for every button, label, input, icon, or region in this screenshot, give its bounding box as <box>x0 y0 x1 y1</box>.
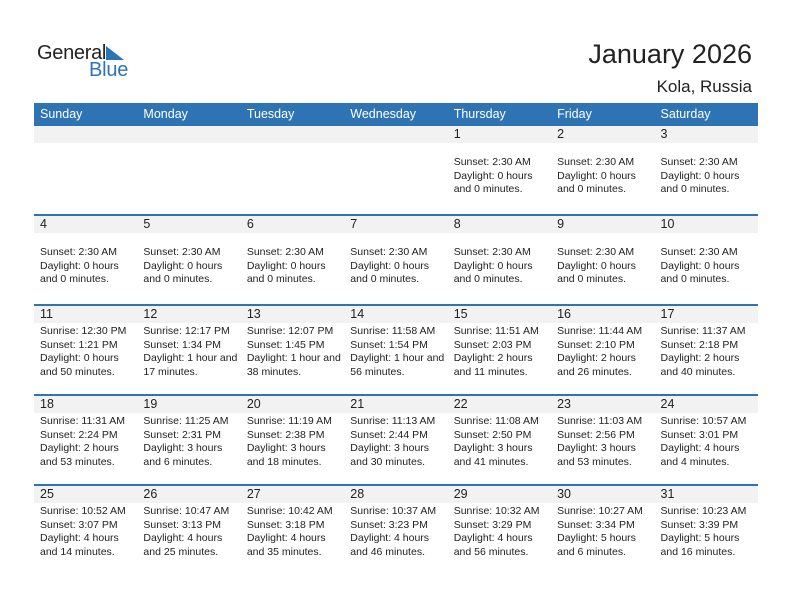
day-line: Daylight: 4 hours <box>453 532 533 545</box>
day-info-row <box>34 413 758 484</box>
day-number: 29 <box>453 487 468 501</box>
day-cell <box>241 413 344 484</box>
day-number: 9 <box>557 217 565 231</box>
day-line: and 25 minutes. <box>143 545 219 558</box>
day-line-first: Sunrise: 11:37 AM <box>660 325 746 337</box>
day-line: and 6 minutes. <box>143 455 213 468</box>
day-line: Sunset: 3:23 PM <box>350 518 428 531</box>
day-line: Sunset: 3:07 PM <box>40 518 118 531</box>
day-number: 26 <box>143 487 158 501</box>
weekday-monday: Monday <box>143 107 188 121</box>
day-line: Sunset: 2:56 PM <box>557 428 635 441</box>
day-cell <box>241 503 344 574</box>
day-cell <box>448 413 551 484</box>
day-line-first: Sunrise: 11:03 AM <box>557 415 643 427</box>
day-line: Daylight: 0 hours <box>557 169 636 182</box>
date-number-row <box>34 396 758 413</box>
day-cell <box>655 143 758 214</box>
day-line: and 0 minutes. <box>40 273 109 286</box>
day-number: 4 <box>40 217 47 231</box>
day-cell <box>448 323 551 394</box>
day-line-first: Sunrise: 10:57 AM <box>660 415 747 427</box>
day-line-first: Sunset: 2:30 AM <box>557 246 635 258</box>
day-line: and 0 minutes. <box>557 183 626 196</box>
week-row <box>34 304 758 394</box>
day-line-first: Sunset: 2:30 AM <box>143 246 221 258</box>
day-number: 27 <box>246 487 261 501</box>
day-line: Daylight: 1 hour and <box>143 352 238 365</box>
day-info-row <box>34 143 758 214</box>
day-line: Sunset: 2:31 PM <box>143 428 222 441</box>
day-cell <box>344 143 447 214</box>
day-number: 11 <box>40 307 53 321</box>
day-number <box>241 126 344 143</box>
day-line: Daylight: 4 hours <box>246 532 326 545</box>
day-number <box>34 126 137 143</box>
day-cell <box>551 233 654 304</box>
day-line: Sunset: 1:34 PM <box>143 338 222 351</box>
day-line: Daylight: 3 hours <box>350 442 430 455</box>
day-line: and 0 minutes. <box>660 273 730 286</box>
day-number: 13 <box>246 307 261 321</box>
day-number: 3 <box>660 127 668 141</box>
day-cell <box>448 143 551 214</box>
day-number: 19 <box>143 397 158 411</box>
day-cell <box>655 233 758 304</box>
day-line: and 0 minutes. <box>453 273 523 286</box>
day-cell <box>551 143 654 214</box>
day-line: 38 minutes. <box>246 365 302 378</box>
week-row <box>34 484 758 574</box>
day-cell <box>655 413 758 484</box>
day-number: 8 <box>453 217 461 231</box>
day-number: 20 <box>246 397 261 411</box>
day-line: Sunset: 1:54 PM <box>350 338 428 351</box>
day-cell <box>655 323 758 394</box>
day-line: and 14 minutes. <box>40 545 115 558</box>
weekday-header-row <box>34 103 758 126</box>
day-line: Daylight: 0 hours <box>143 259 223 272</box>
day-number: 21 <box>350 397 365 411</box>
date-number-row <box>34 126 758 143</box>
date-number-row <box>34 486 758 503</box>
logo-triangle-icon <box>106 46 124 60</box>
day-line: Daylight: 2 hours <box>453 352 533 365</box>
day-line: Daylight: 3 hours <box>143 442 223 455</box>
day-line: Sunset: 3:39 PM <box>660 518 739 531</box>
day-cell <box>344 413 447 484</box>
weekday-friday: Friday <box>557 107 592 121</box>
day-line-first: Sunrise: 12:30 PM <box>40 325 127 337</box>
day-line: Daylight: 0 hours <box>40 259 119 272</box>
day-line: Daylight: 3 hours <box>246 442 326 455</box>
day-line-first: Sunrise: 11:25 AM <box>143 415 229 427</box>
logo-text-general: General <box>37 42 107 64</box>
date-number-row <box>34 306 758 323</box>
day-line: and 40 minutes. <box>660 365 736 378</box>
day-line: and 18 minutes. <box>246 455 322 468</box>
day-number: 25 <box>40 487 54 501</box>
day-line: and 6 minutes. <box>557 545 626 558</box>
day-cell <box>448 503 551 574</box>
day-line: Daylight: 0 hours <box>660 259 740 272</box>
day-line: and 0 minutes. <box>143 273 213 286</box>
day-line: Daylight: 0 hours <box>557 259 636 272</box>
day-number: 16 <box>557 307 572 321</box>
day-number <box>344 126 447 143</box>
day-line: and 50 minutes. <box>40 365 115 378</box>
day-line: Daylight: 2 hours <box>660 352 740 365</box>
day-line: Daylight: 3 hours <box>557 442 636 455</box>
day-cell <box>655 503 758 574</box>
day-cell <box>137 323 240 394</box>
day-line: Daylight: 0 hours <box>660 169 740 182</box>
day-line-first: Sunrise: 10:52 AM <box>40 505 126 517</box>
day-number: 1 <box>453 127 461 141</box>
week-row <box>34 214 758 304</box>
day-line-first: Sunrise: 10:47 AM <box>143 505 230 517</box>
day-line: and 0 minutes. <box>350 273 420 286</box>
weekday-wednesday: Wednesday <box>350 107 417 121</box>
day-line: and 11 minutes. <box>453 365 528 378</box>
day-number: 5 <box>143 217 151 231</box>
day-line: Sunset: 3:18 PM <box>246 518 325 531</box>
date-number-row <box>34 216 758 233</box>
day-cell <box>241 323 344 394</box>
day-number: 14 <box>350 307 365 321</box>
brand-logo <box>37 42 137 82</box>
day-line: Daylight: 1 hour and <box>246 352 341 365</box>
day-line-first: Sunrise: 11:44 AM <box>557 325 643 337</box>
day-line-first: Sunrise: 11:13 AM <box>350 415 436 427</box>
day-line: Sunset: 3:34 PM <box>557 518 635 531</box>
day-line: and 0 minutes. <box>246 273 316 286</box>
day-line: Sunset: 2:38 PM <box>246 428 325 441</box>
day-line: and 41 minutes. <box>453 455 529 468</box>
day-line: Daylight: 5 hours <box>557 532 636 545</box>
day-cell <box>137 503 240 574</box>
day-line-first: Sunrise: 11:58 AM <box>350 325 436 337</box>
day-line: and 4 minutes. <box>660 455 730 468</box>
day-line-first: Sunrise: 11:08 AM <box>453 415 539 427</box>
day-line-first: Sunrise: 12:17 PM <box>143 325 230 337</box>
day-line-first: Sunset: 2:30 AM <box>453 246 531 258</box>
day-line: and 0 minutes. <box>453 183 523 196</box>
day-cell <box>241 143 344 214</box>
day-line-first: Sunrise: 11:31 AM <box>40 415 126 427</box>
day-number: 2 <box>557 127 565 141</box>
day-line: Daylight: 0 hours <box>350 259 430 272</box>
day-cell <box>241 233 344 304</box>
day-cell <box>551 323 654 394</box>
day-line: Daylight: 4 hours <box>350 532 430 545</box>
day-line: Sunset: 1:45 PM <box>246 338 325 351</box>
day-line: and 35 minutes. <box>246 545 322 558</box>
day-line-first: Sunrise: 10:23 AM <box>660 505 747 517</box>
day-line-first: Sunrise: 10:27 AM <box>557 505 643 517</box>
day-line-first: Sunrise: 11:51 AM <box>453 325 539 337</box>
page-title: January 2026 <box>588 39 752 69</box>
day-cell <box>551 503 654 574</box>
day-line: Sunset: 3:13 PM <box>143 518 222 531</box>
day-line-first: Sunset: 2:30 AM <box>350 246 428 258</box>
day-line: Sunset: 2:18 PM <box>660 338 739 351</box>
day-number: 22 <box>453 397 468 411</box>
week-row <box>34 394 758 484</box>
day-line: and 0 minutes. <box>557 273 626 286</box>
weeks-container <box>34 126 758 574</box>
day-cell <box>34 503 137 574</box>
day-number: 24 <box>660 397 675 411</box>
day-cell <box>344 233 447 304</box>
day-number: 15 <box>453 307 468 321</box>
weekday-thursday: Thursday <box>453 107 506 121</box>
day-info-row <box>34 323 758 394</box>
day-line: Daylight: 2 hours <box>40 442 119 455</box>
day-line-first: Sunset: 2:30 AM <box>557 156 635 168</box>
day-cell <box>344 323 447 394</box>
logo-text-blue: Blue <box>89 59 129 81</box>
day-line: and 30 minutes. <box>350 455 425 468</box>
day-line: 56 minutes. <box>350 365 405 378</box>
day-line: Daylight: 4 hours <box>143 532 223 545</box>
weekday-saturday: Saturday <box>660 107 711 121</box>
day-line: Daylight: 0 hours <box>453 259 533 272</box>
day-line: Sunset: 3:01 PM <box>660 428 739 441</box>
day-line: Daylight: 4 hours <box>40 532 119 545</box>
day-number: 7 <box>350 217 358 231</box>
day-line: Sunset: 2:03 PM <box>453 338 532 351</box>
day-cell <box>137 233 240 304</box>
weekday-tuesday: Tuesday <box>246 107 295 121</box>
location-subtitle: Kola, Russia <box>656 77 752 96</box>
day-number: 28 <box>350 487 365 501</box>
day-number: 18 <box>40 397 54 411</box>
day-info-row <box>34 503 758 574</box>
day-number: 17 <box>660 307 675 321</box>
day-line-first: Sunrise: 12:07 PM <box>246 325 334 337</box>
day-line-first: Sunset: 2:30 AM <box>246 246 324 258</box>
day-line-first: Sunrise: 10:42 AM <box>246 505 333 517</box>
day-line: Sunset: 3:29 PM <box>453 518 532 531</box>
day-line: Daylight: 0 hours <box>453 169 533 182</box>
day-line: and 26 minutes. <box>557 365 632 378</box>
day-line: and 53 minutes. <box>40 455 115 468</box>
day-cell <box>34 323 137 394</box>
day-line: Sunset: 2:44 PM <box>350 428 428 441</box>
day-line: and 56 minutes. <box>453 545 529 558</box>
day-line: and 46 minutes. <box>350 545 425 558</box>
day-line-first: Sunset: 2:30 AM <box>453 156 531 168</box>
day-line-first: Sunset: 2:30 AM <box>660 156 738 168</box>
week-row <box>34 126 758 214</box>
day-line: Sunset: 2:10 PM <box>557 338 635 351</box>
day-cell <box>34 143 137 214</box>
day-line: Daylight: 0 hours <box>246 259 326 272</box>
day-line: 17 minutes. <box>143 365 198 378</box>
day-cell <box>551 413 654 484</box>
day-line: Daylight: 0 hours <box>40 352 119 365</box>
day-line: Sunset: 1:21 PM <box>40 338 118 351</box>
day-cell <box>34 233 137 304</box>
day-line: Sunset: 2:24 PM <box>40 428 118 441</box>
day-number: 31 <box>660 487 675 501</box>
day-cell <box>34 413 137 484</box>
day-number: 30 <box>557 487 572 501</box>
day-number <box>137 126 240 143</box>
day-line: Daylight: 5 hours <box>660 532 740 545</box>
day-line-first: Sunset: 2:30 AM <box>40 246 118 258</box>
day-line-first: Sunrise: 10:37 AM <box>350 505 437 517</box>
day-number: 12 <box>143 307 158 321</box>
weekday-sunday: Sunday <box>40 107 83 121</box>
day-line: and 16 minutes. <box>660 545 736 558</box>
day-number: 6 <box>246 217 254 231</box>
day-line-first: Sunrise: 10:32 AM <box>453 505 540 517</box>
day-line: and 53 minutes. <box>557 455 632 468</box>
day-line: Daylight: 1 hour and <box>350 352 445 365</box>
day-cell <box>448 233 551 304</box>
day-line: Daylight: 2 hours <box>557 352 636 365</box>
day-line: Daylight: 4 hours <box>660 442 740 455</box>
day-line: Daylight: 3 hours <box>453 442 533 455</box>
calendar-grid <box>34 103 758 574</box>
day-number: 10 <box>660 217 675 231</box>
day-line-first: Sunrise: 11:19 AM <box>246 415 332 427</box>
day-number: 23 <box>557 397 572 411</box>
day-line-first: Sunset: 2:30 AM <box>660 246 738 258</box>
day-line: and 0 minutes. <box>660 183 730 196</box>
day-line: Sunset: 2:50 PM <box>453 428 532 441</box>
day-cell <box>137 143 240 214</box>
day-info-row <box>34 233 758 304</box>
day-cell <box>137 413 240 484</box>
day-cell <box>344 503 447 574</box>
